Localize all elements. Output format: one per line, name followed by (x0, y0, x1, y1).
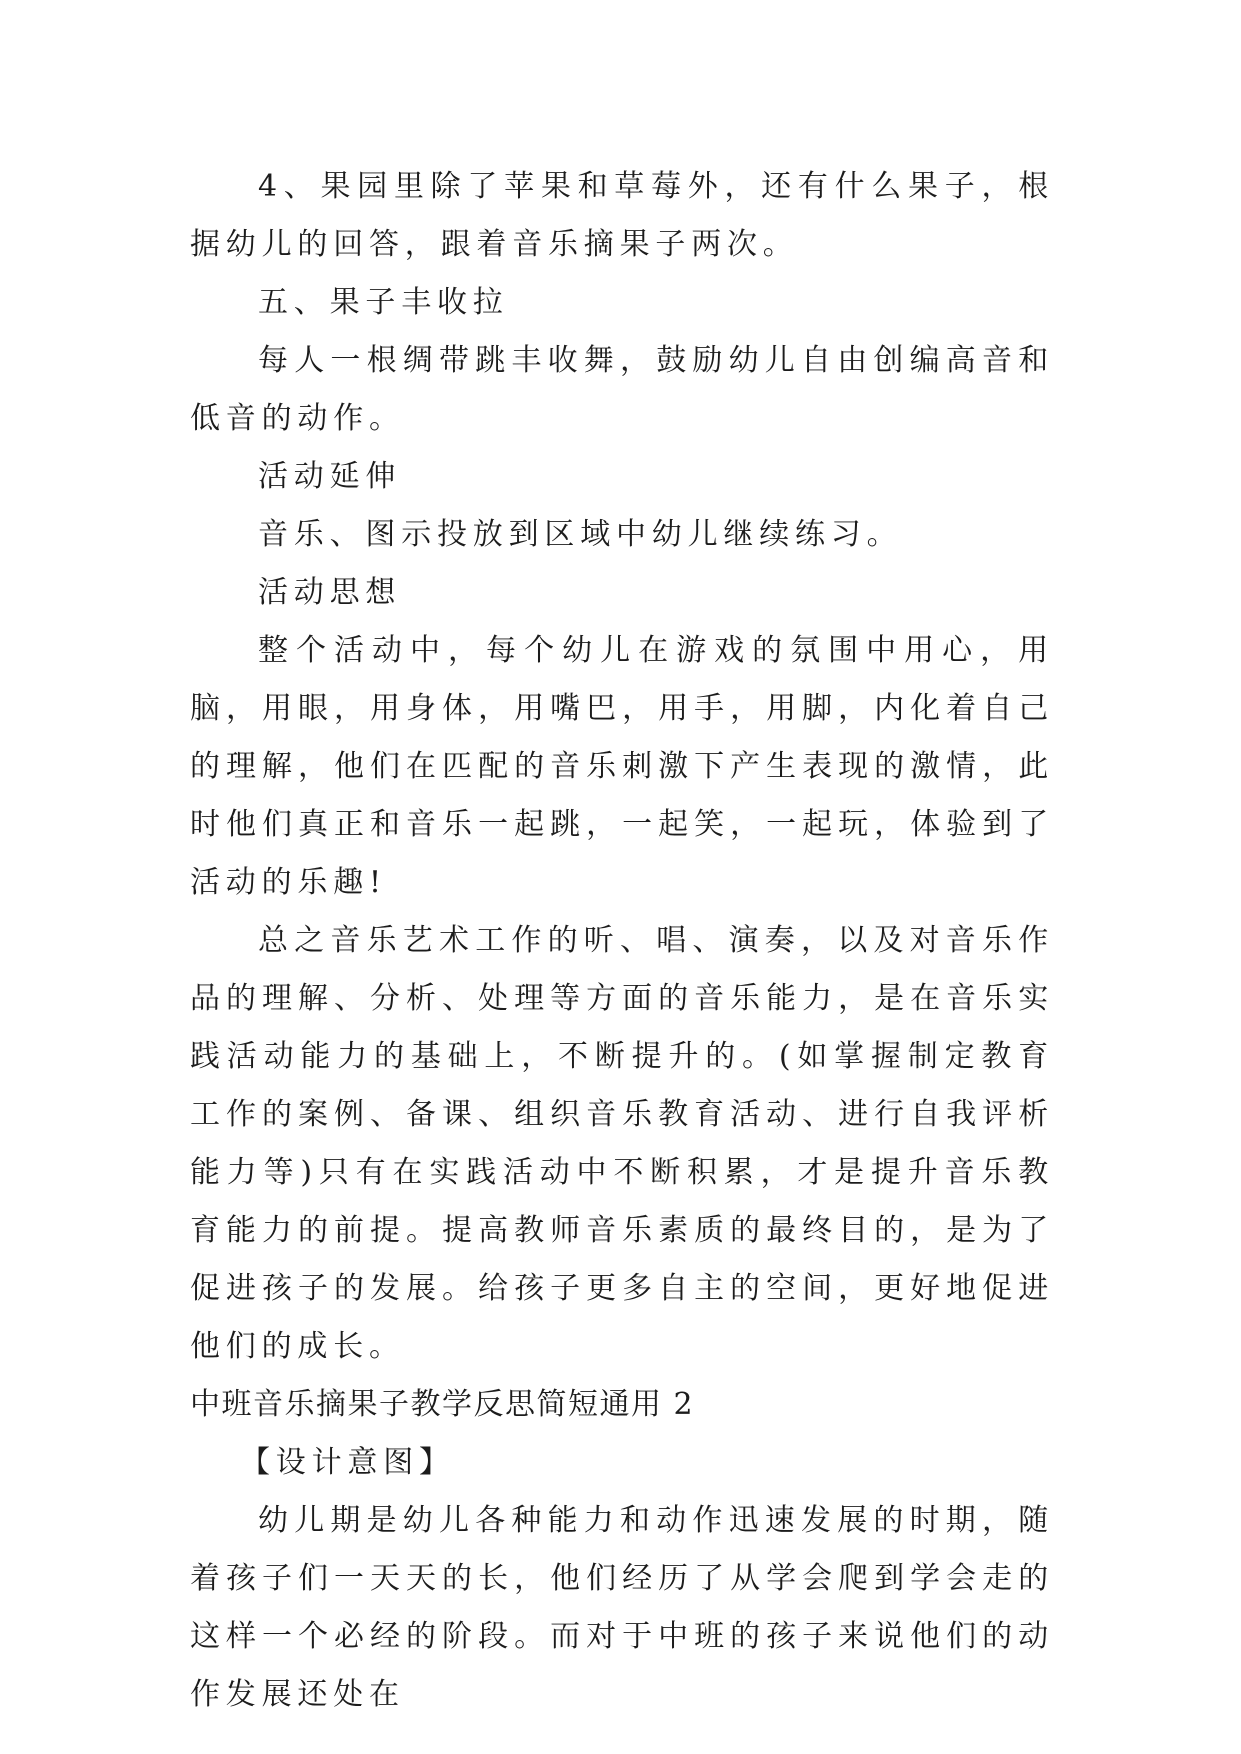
paragraph-reflection: 整个活动中，每个幼儿在游戏的氛围中用心，用脑，用眼，用身体，用嘴巴，用手，用脚，内化着自己的理解，他们在匹配的音乐刺激下产生表现的激情，此时他们真正和音乐一起跳，一起笑，一起玩，体验到了活动的乐趣! (190, 633, 1054, 900)
section-heading-harvest: 五、果子丰收拉 (258, 285, 509, 320)
section-heading-design-intent: 【设计意图】 (240, 1445, 455, 1480)
paragraph-harvest-dance: 每人一根绸带跳丰收舞，鼓励幼儿自由创编高音和低音的动作。 (190, 343, 1054, 436)
paragraph-conclusion: 总之音乐艺术工作的听、唱、演奏，以及对音乐作品的理解、分析、处理等方面的音乐能力，是在音乐实践活动能力的基础上，不断提升的。(如掌握制定教育工作的案例、备课、组织音乐教育活动、进行自我评析能力等)只有在实践活动中不断积累，才是提升音乐教育能力的前提。提高教师音乐素质的最终目的，是为了促进孩子的发展。给孩子更多自主的空间，更好地促进他们的成长。 (190, 923, 1054, 1364)
article-title-2: 中班音乐摘果子教学反思简短通用 2 (190, 1387, 695, 1422)
document-body (190, 158, 1054, 1724)
section-heading-extension: 活动延伸 (258, 459, 402, 494)
paragraph-design-intent: 幼儿期是幼儿各种能力和动作迅速发展的时期，随着孩子们一天天的长，他们经历了从学会爬到学会走的这样一个必经的阶段。而对于中班的孩子来说他们的动作发展还处在 (190, 1503, 1054, 1712)
section-heading-reflection: 活动思想 (258, 575, 402, 610)
paragraph-extension: 音乐、图示投放到区域中幼儿继续练习。 (258, 517, 903, 552)
paragraph-step-4: 4、果园里除了苹果和草莓外，还有什么果子，根据幼儿的回答，跟着音乐摘果子两次。 (190, 169, 1054, 262)
